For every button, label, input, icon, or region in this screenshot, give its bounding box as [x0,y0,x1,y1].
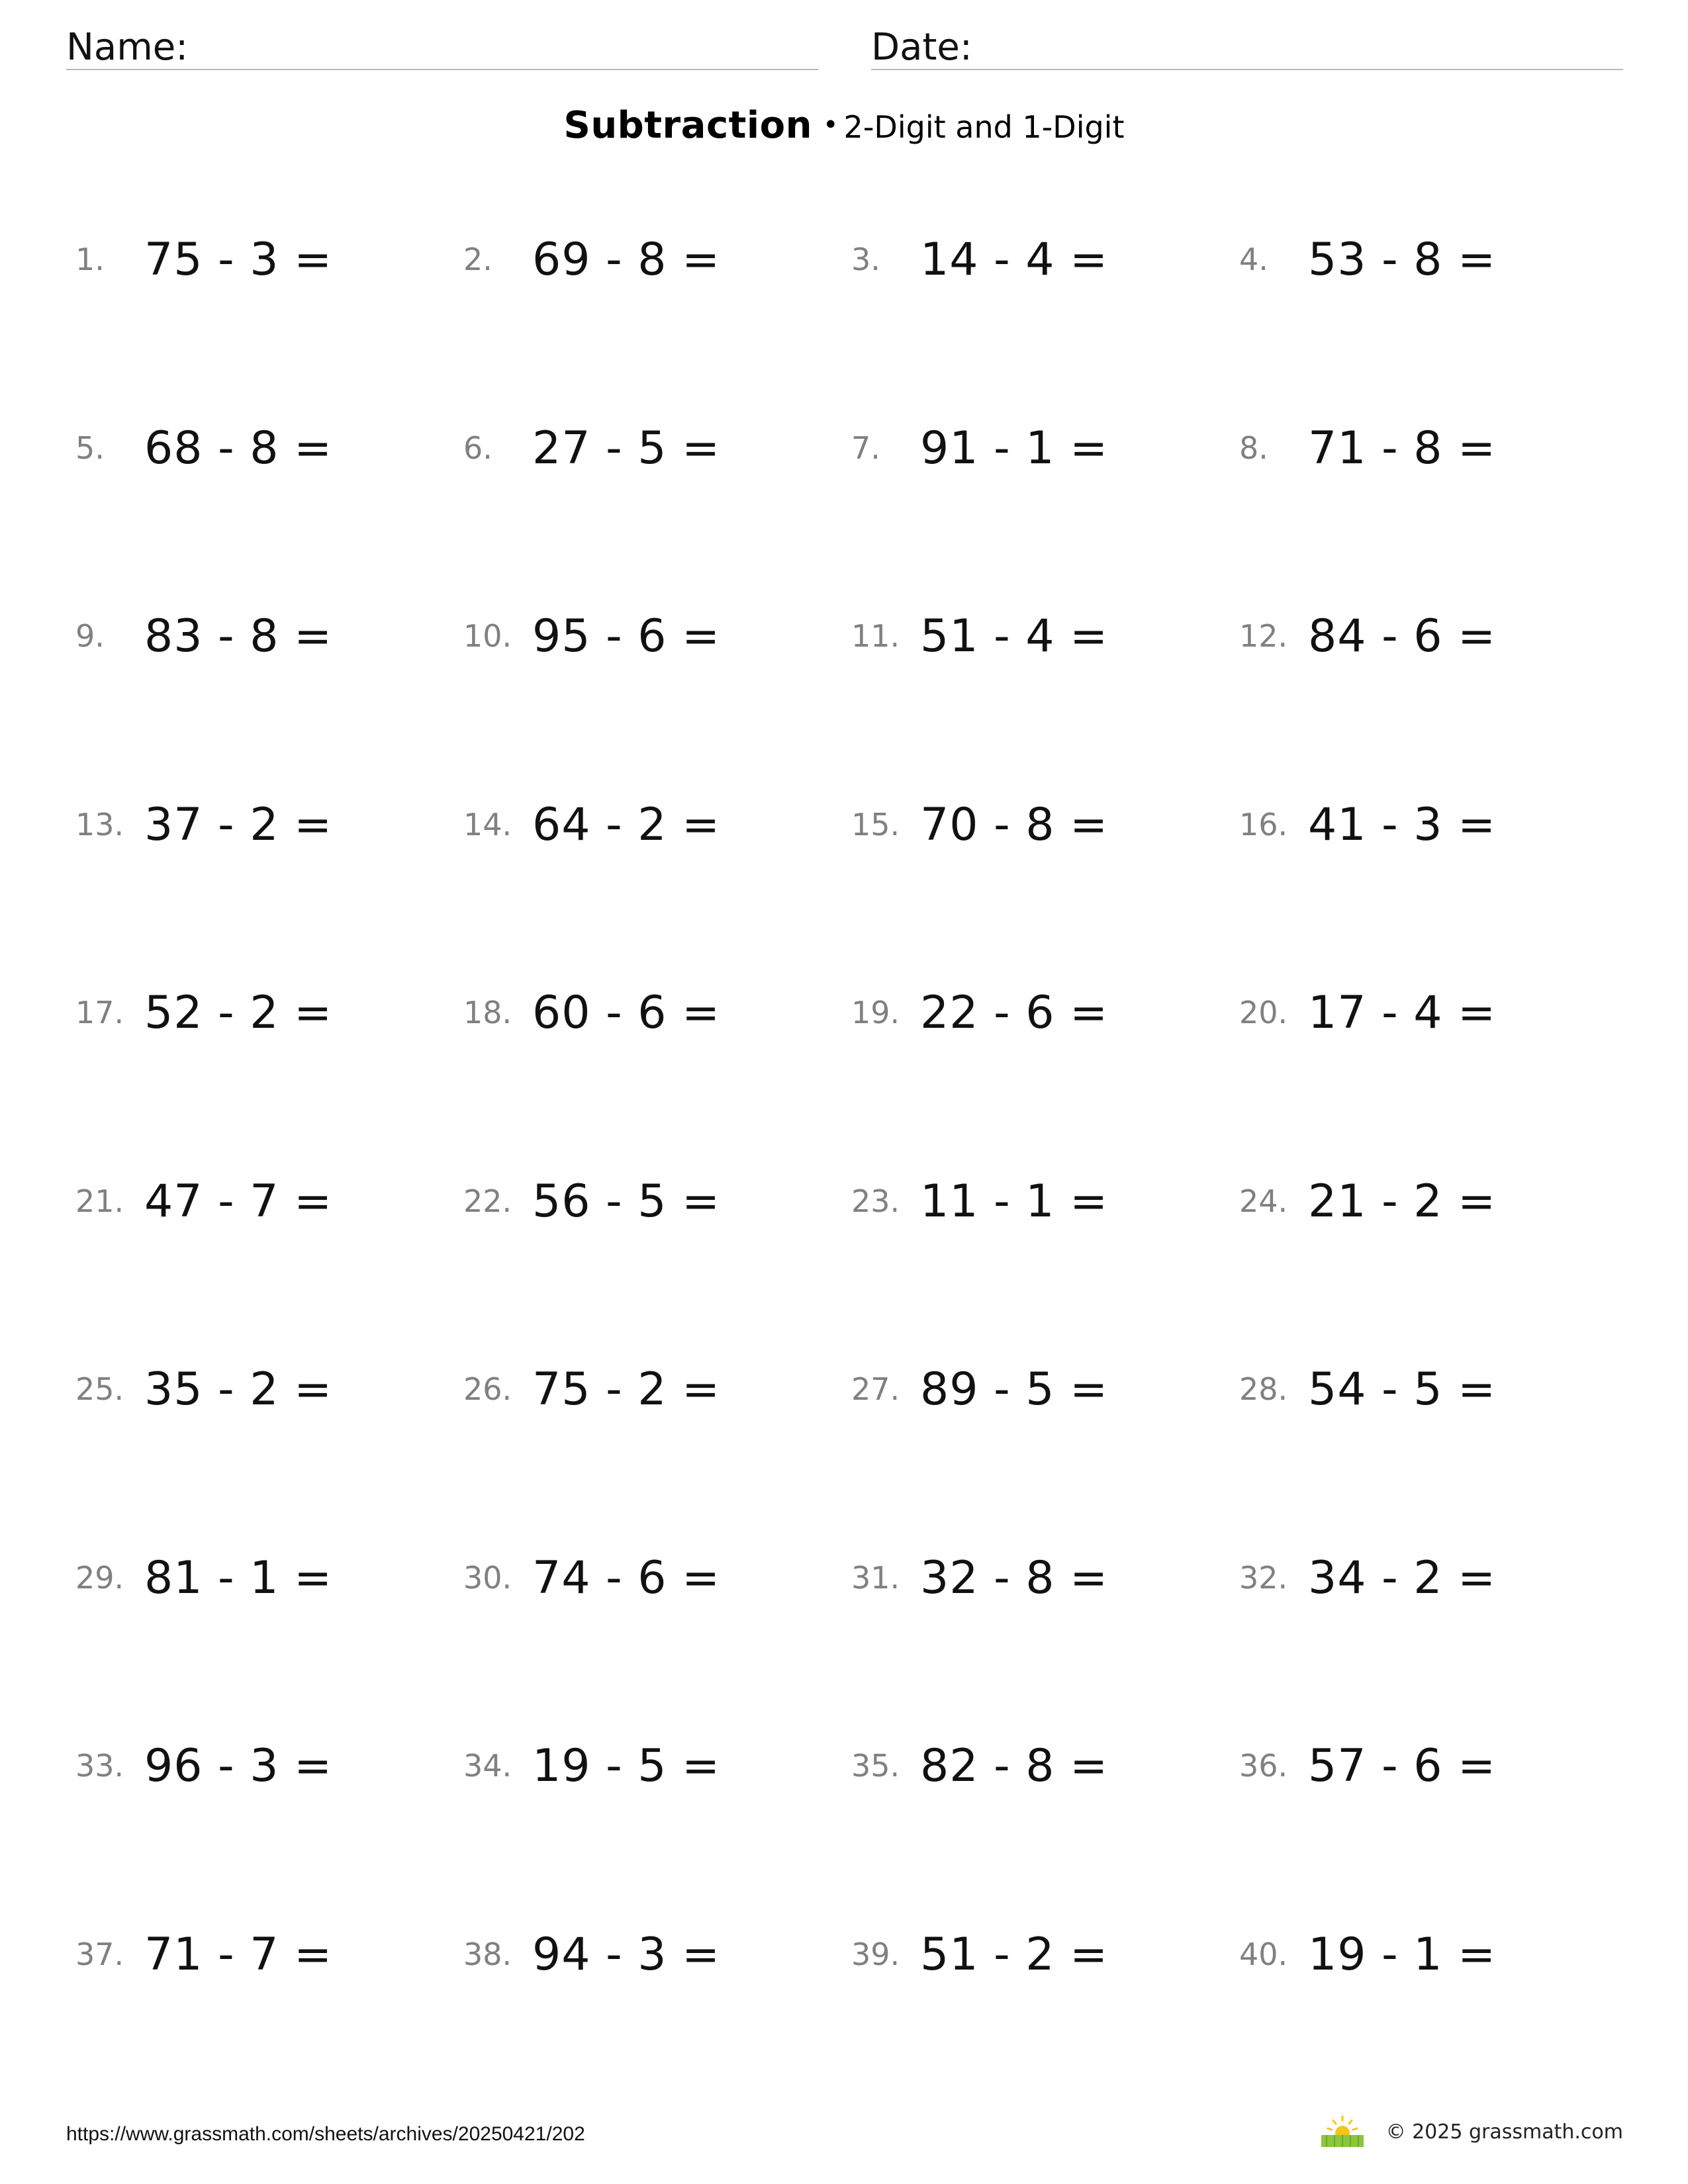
problem-expression: 17 - 4 = [1308,986,1497,1039]
problem-item [1239,226,1496,293]
problem-item [1239,1733,1496,1799]
problem-number: 40. [1239,1936,1288,1972]
problem-expression: 11 - 1 = [920,1175,1109,1228]
problem-expression: 56 - 5 = [532,1175,721,1228]
problem-number: 1. [75,242,105,277]
problem-item [463,1356,720,1422]
problem-item [75,792,332,858]
problem-expression: 14 - 4 = [920,233,1109,286]
problem-item [75,1356,332,1422]
problem-item [463,415,720,481]
problem-item [75,1921,332,1987]
name-label: Name: [66,26,189,69]
problem-expression: 94 - 3 = [532,1928,721,1981]
problem-expression: 71 - 7 = [144,1928,333,1981]
problem-expression: 75 - 2 = [532,1363,721,1416]
problem-expression: 95 - 6 = [532,610,721,662]
problem-number: 4. [1239,242,1268,277]
problem-number: 19. [851,995,900,1030]
date-label: Date: [871,26,972,69]
problem-item [1239,792,1496,858]
problem-number: 37. [75,1936,124,1972]
date-field[interactable] [871,25,1623,70]
problem-number: 20. [1239,995,1288,1030]
problem-item [463,1545,720,1611]
problem-expression: 83 - 8 = [144,610,333,662]
problem-expression: 19 - 5 = [532,1739,721,1792]
problem-number: 36. [1239,1748,1288,1784]
problem-item [1239,415,1496,481]
problem-item [851,603,1108,669]
problem-expression: 71 - 8 = [1308,422,1497,475]
problem-expression: 89 - 5 = [920,1363,1109,1416]
problem-number: 11. [851,618,900,654]
problem-number: 18. [463,995,512,1030]
problem-number: 16. [1239,807,1288,842]
problem-item [1239,1356,1496,1422]
problem-number: 7. [851,430,880,466]
problem-expression: 41 - 3 = [1308,798,1497,851]
problem-number: 3. [851,242,880,277]
problem-expression: 19 - 1 = [1308,1928,1497,1981]
problem-expression: 21 - 2 = [1308,1175,1497,1228]
problem-number: 17. [75,995,124,1030]
title-main: Subtraction [563,104,812,147]
problem-number: 39. [851,1936,900,1972]
problem-number: 6. [463,430,492,466]
problem-number: 38. [463,1936,512,1972]
problem-number: 9. [75,618,105,654]
problem-number: 28. [1239,1371,1288,1407]
problem-expression: 64 - 2 = [532,798,721,851]
problem-number: 26. [463,1371,512,1407]
problem-item [1239,979,1496,1046]
problem-expression: 27 - 5 = [532,422,721,475]
problem-number: 5. [75,430,105,466]
problem-expression: 91 - 1 = [920,422,1109,475]
footer-brand [1319,2115,1623,2148]
problem-item [851,792,1108,858]
problem-item [1239,1545,1496,1611]
problem-item [463,1733,720,1799]
title-subtitle: 2-Digit and 1-Digit [843,109,1125,145]
problem-number: 35. [851,1748,900,1784]
problem-number: 10. [463,618,512,654]
problem-expression: 75 - 3 = [144,233,333,286]
problem-number: 8. [1239,430,1268,466]
problem-number: 23. [851,1183,900,1219]
problem-item [75,1168,332,1234]
problem-expression: 51 - 2 = [920,1928,1109,1981]
problem-expression: 57 - 6 = [1308,1739,1497,1792]
problem-expression: 54 - 5 = [1308,1363,1497,1416]
problem-item [851,979,1108,1046]
title-separator: • [822,110,839,140]
problem-item [1239,1921,1496,1987]
problem-expression: 84 - 6 = [1308,610,1497,662]
problem-item [463,603,720,669]
problem-expression: 34 - 2 = [1308,1551,1497,1604]
problem-item [75,1545,332,1611]
problem-expression: 81 - 1 = [144,1551,333,1604]
footer-url: https://www.grassmath.com/sheets/archives/20250421/202 [66,2123,585,2145]
problem-number: 24. [1239,1183,1288,1219]
problem-item [463,226,720,293]
problem-number: 25. [75,1371,124,1407]
worksheet-title [0,104,1688,147]
problem-expression: 96 - 3 = [144,1739,333,1792]
problem-number: 13. [75,807,124,842]
problem-item [75,1733,332,1799]
problem-expression: 74 - 6 = [532,1551,721,1604]
problem-number: 29. [75,1560,124,1596]
problem-expression: 82 - 8 = [920,1739,1109,1792]
problem-expression: 70 - 8 = [920,798,1109,851]
problem-number: 21. [75,1183,124,1219]
problem-item [463,979,720,1046]
problem-number: 22. [463,1183,512,1219]
problem-number: 33. [75,1748,124,1784]
problem-expression: 32 - 8 = [920,1551,1109,1604]
problem-number: 2. [463,242,492,277]
problem-item [851,226,1108,293]
problem-item [851,1168,1108,1234]
problem-item [75,226,332,293]
name-field[interactable] [66,25,818,70]
problem-item [75,603,332,669]
problem-item [75,979,332,1046]
problem-expression: 52 - 2 = [144,986,333,1039]
problem-expression: 35 - 2 = [144,1363,333,1416]
problem-number: 34. [463,1748,512,1784]
problem-number: 15. [851,807,900,842]
problem-expression: 22 - 6 = [920,986,1109,1039]
problem-expression: 69 - 8 = [532,233,721,286]
problem-number: 32. [1239,1560,1288,1596]
problem-number: 31. [851,1560,900,1596]
sun-over-grass-icon [1319,2115,1366,2148]
problem-item [463,792,720,858]
problem-item [851,1921,1108,1987]
problem-item [463,1168,720,1234]
problem-item [851,415,1108,481]
problem-number: 30. [463,1560,512,1596]
problem-item [463,1921,720,1987]
problem-item [1239,603,1496,669]
problem-expression: 53 - 8 = [1308,233,1497,286]
problem-item [851,1733,1108,1799]
copyright: © 2025 grassmath.com [1385,2120,1623,2144]
problem-expression: 51 - 4 = [920,610,1109,662]
problem-number: 12. [1239,618,1288,654]
problem-item [851,1545,1108,1611]
problem-number: 14. [463,807,512,842]
problem-item [1239,1168,1496,1234]
problem-expression: 37 - 2 = [144,798,333,851]
problem-expression: 68 - 8 = [144,422,333,475]
problem-expression: 60 - 6 = [532,986,721,1039]
problem-expression: 47 - 7 = [144,1175,333,1228]
problem-item [75,415,332,481]
problem-item [851,1356,1108,1422]
problem-number: 27. [851,1371,900,1407]
